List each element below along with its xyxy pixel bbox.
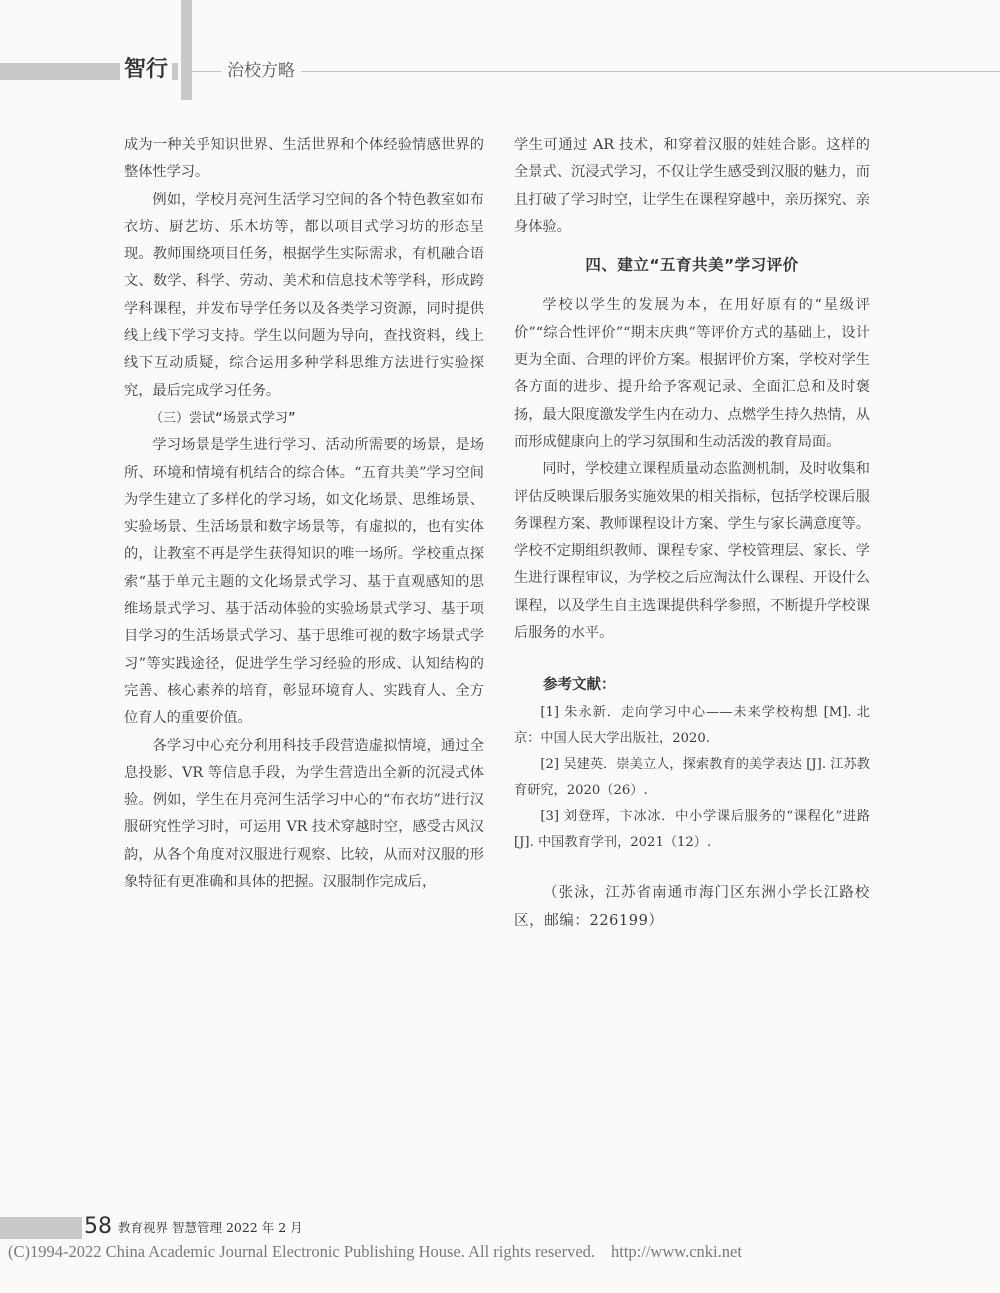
paragraph: 学习场景是学生进行学习、活动所需要的场景，是场所、环境和情境有机结合的综合体。“五育共美”学习空间为学生建立了多样化的学习场，如文化场景、思维场景、实验场景、生活场景和数字场景等，有虚拟的，也有实体的，让教室不再是学生获得知识的唯一场所。学校重点探索“基于单元主题的文化场景式学习、基于直观感知的思维场景式学习、基于活动体验的实验场景式学习、基于项目学习的生活场景式学习、基于思维可视的数字场景式学习”等实践途径，促进学生学习经验的形成、认知结构的完善、核心素养的培育，彰显环境育人、实践育人、全方位育人的重要价值。 (124, 437, 484, 727)
left-column (124, 132, 484, 896)
page-number: 58 (82, 1212, 112, 1242)
author-note: （张泳，江苏省南通市海门区东洲小学长江路校区，邮编：226199） (514, 884, 870, 929)
header-rule (192, 71, 1000, 72)
journal-info: 教育视界 智慧管理 2022 年 2 月 (118, 1220, 303, 1235)
paragraph: 例如，学校月亮河生活学习空间的各个特色教室如布衣坊、厨艺坊、乐木坊等，都以项目式学习坊的形态呈现。教师围绕项目任务，根据学生实际需求，有机融合语文、数学、科学、劳动、美术和信息技术等学科，形成跨学科课程，并发布导学任务以及各类学习资源，同时提供线上线下学习支持。学生以问题为导向，查找资料，线上线下互动质疑，综合运用多种学科思维方法进行实验探究，最后完成学习任务。 (124, 191, 484, 399)
paragraph: 成为一种关乎知识世界、生活世界和个体经验情感世界的整体性学习。 (124, 137, 484, 181)
footer-bar (0, 1217, 88, 1239)
right-column (514, 132, 870, 935)
paragraph: 学生可通过 AR 技术，和穿着汉服的娃娃合影。这样的全景式、沉浸式学习，不仅让学生感受到汉服的魅力，而且打破了学习时空，让学生在课程穿越中，亲历探究、亲身体验。 (514, 137, 870, 235)
paragraph: 同时，学校建立课程质量动态监测机制，及时收集和评估反映课后服务实施效果的相关指标，包括学校课后服务课程方案、教师课程设计方案、学生与家长满意度等。学校不定期组织教师、课程专家、学校管理层、家长、学生进行课程审议，为学校之后应淘汰什么课程、开设什么课程，以及学生自主选课提供科学参照，不断提升学校课后服务的水平。 (514, 461, 870, 642)
cnki-url[interactable]: http://www.cnki.net (611, 1242, 742, 1261)
paragraph: 各学习中心充分利用科技手段营造虚拟情境，通过全息投影、VR 等信息手段，为学生营造出全新的沉浸式体验。例如，学生在月亮河生活学习中心的“布衣坊”进行汉服研究性学习时，可运用 VR 技术穿越时空，感受古风汉韵，从各个角度对汉服进行观察、比较，从而对汉服的形象特征有更准确和具体的把握。汉服制作完成后， (124, 737, 484, 891)
references-title: 参考文献： (543, 677, 616, 694)
reference-item: [2] 吴建英．崇美立人，探索教育的美学表达 [J]. 江苏教育研究，2020（26）. (514, 756, 870, 798)
section-heading: 四、建立“五育共美”学习评价 (585, 256, 799, 275)
paragraph: 学校以学生的发展为本，在用好原有的“星级评价”“综合性评价”“期末庆典”等评价方式的基础上，设计更为全面、合理的评价方案。根据评价方案，学校对学生各方面的进步、提升给予客观记录、全面汇总和及时褒扬，最大限度激发学生内在动力、点燃学生持久热情，从而形成健康向上的学习氛围和生动活泼的教育局面。 (514, 297, 870, 450)
column-title: 智行 (120, 55, 172, 85)
reference-item: [3] 刘登珲，卞冰冰．中小学课后服务的“课程化”进路 [J]. 中国教育学刊，2021（12）. (514, 808, 870, 850)
header-divider (181, 0, 192, 100)
copyright-line (8, 1242, 742, 1262)
section-title: 治校方略 (221, 57, 301, 85)
copyright-text: (C)1994-2022 China Academic Journal Electronic Publishing House. All rights reserved. (8, 1242, 596, 1261)
reference-item: [1] 朱永新．走向学习中心——未来学校构想 [M]. 北京：中国人民大学出版社，2020. (514, 704, 870, 746)
subheading: （三）尝试“场景式学习” (150, 410, 296, 426)
